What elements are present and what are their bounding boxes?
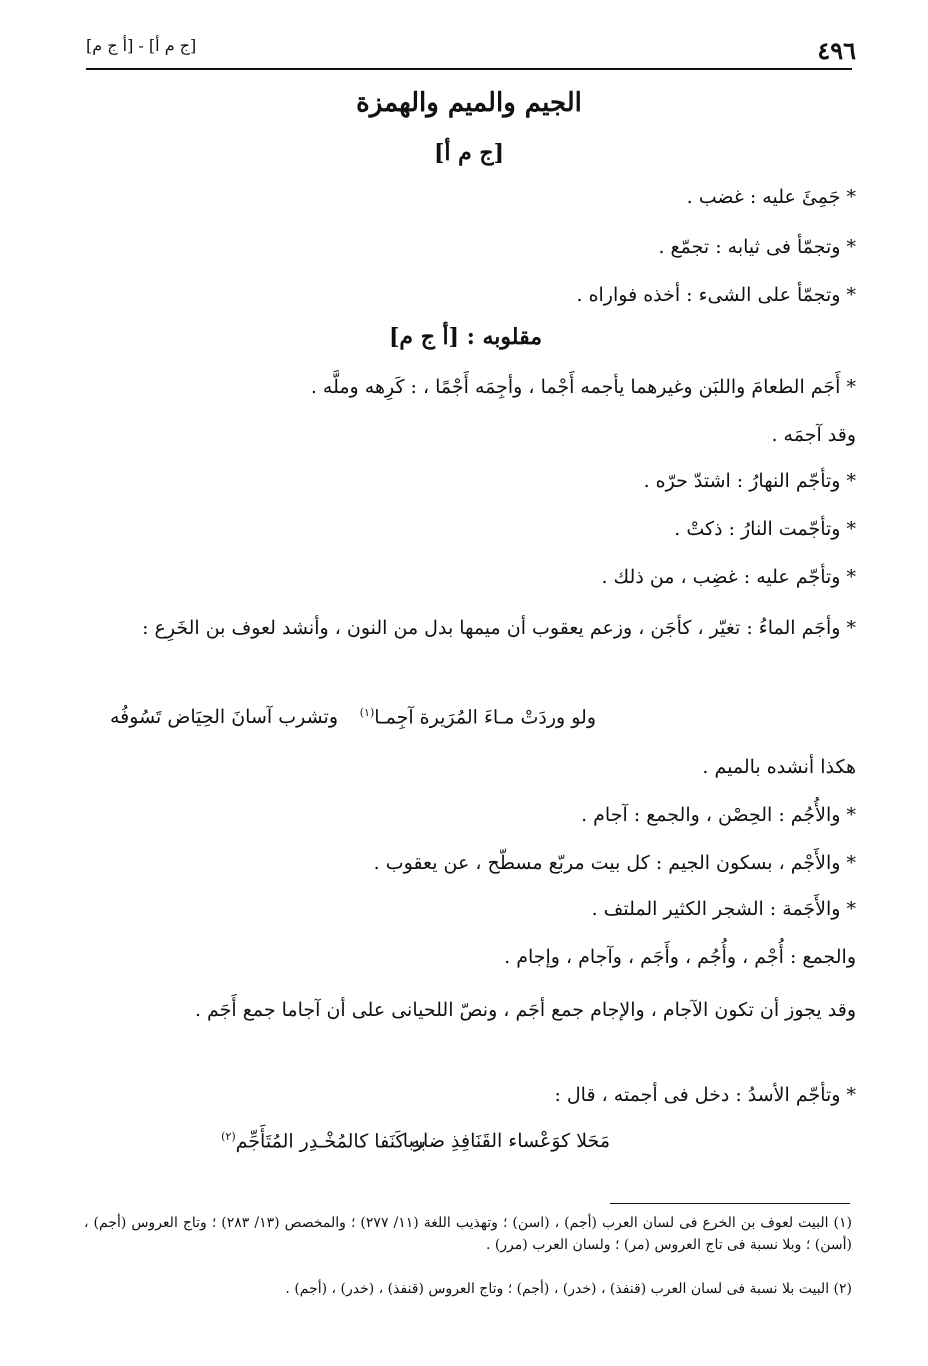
page-number: ٤٩٦ (817, 36, 856, 65)
section-heading: مقلوبه : [أ ج م] (389, 324, 542, 350)
verse-hemistich-left: وتشرب آسانَ الحِيَاض تَسُوفُه (110, 706, 338, 728)
entry-line: * وتأجّم عليه : غضِب ، من ذلك . (601, 566, 856, 588)
footnote-ref: (٢) (221, 1130, 236, 1143)
entry-line: وقد آجمَه . (771, 424, 856, 446)
entry-line: * وتجمّأ فى ثيابه : تجمّع . (658, 236, 856, 258)
entry-line: * وتأجّم النهارُ : اشتدّ حرّه . (643, 470, 856, 492)
footnote-ref: (١) (359, 706, 375, 719)
entry-line: * أَجَم الطعامَ واللبَن وغيرهما يأجمه أَجْما ، وأجِمَه أَجْمًا ، : كَرِهه وملَّه . (310, 376, 856, 398)
footnote-1: (١) البيت لعوف بن الخرع فى لسان العرب (أجم) ، (اسن) ؛ وتهذيب اللغة (١١/ ٢٧٧) ؛ والمخصص (١٣/ ٢٨٣) ؛ وتاج العروس (أجم) ، (أسن) ؛ وبلا نسبة فى تاج العروس (مر) ؛ ولسان العرب (مرر) . (84, 1215, 852, 1253)
root-heading: [ج م أ] (433, 140, 505, 166)
entry-line: * والأَجْم ، بسكون الجيم : كل بيت مربّع مسطّح ، عن يعقوب . (373, 852, 856, 874)
chapter-title: الجيم والميم والهمزة (356, 88, 582, 118)
verse-hemistich-left: به كَنَفا كالمُخْـدِر المُتَأَجِّم$^{(٢)}$ (221, 1130, 426, 1153)
verse-hemistich-right: مَحَلا كوَعْساء القَنَافِذِ ضاربا (402, 1130, 610, 1152)
entry-paragraph: وقد يجوز أن تكون الآجام ، والإجام جمع أجَم ، ونصّ اللحيانى على أن آجاما جمع أَجَم . (194, 999, 856, 1021)
footnote-divider (610, 1203, 850, 1204)
header-divider (86, 68, 852, 70)
entry-line: * والأُجُم : الحِصْن ، والجمع : آجام . (581, 804, 856, 826)
entry-line: * وتجمّأ على الشىء : أخذه فواراه . (576, 284, 856, 306)
entry-line: * وتأجّم الأسدُ : دخل فى أجمته ، قال : (554, 1084, 856, 1106)
entry-line: والجمع : أُجْم ، وأُجُم ، وأَجَم ، وآجام ، وإجام . (504, 946, 856, 968)
entry-line: هكذا أنشده بالميم . (702, 756, 856, 778)
entry-line: * وتأجّمت النارُ : ذكتْ . (674, 518, 856, 540)
footnote-2: (٢) البيت بلا نسبة فى لسان العرب (قنفذ) ، (خدر) ، (أجم) ؛ وتاج العروس (قنفذ) ، (خدر) ، (أجم) . (285, 1281, 852, 1297)
running-head: [ج م أ] - [أ ج م] (86, 36, 197, 55)
verse-hemistich-right: ولو وردَتْ مـاءَ المُرَيرة آجِمـا$^{(١)}$ (359, 706, 596, 729)
entry-line: * والأَجَمة : الشجر الكثير الملتف . (591, 898, 856, 920)
entry-line: * جَمِئَ عليه : غضب . (686, 186, 856, 208)
entry-paragraph: * وأجَم الماءُ : تغيّر ، كأجَن ، وزعم يعقوب أن ميمها بدل من النون ، وأنشد لعوف بن الخَرِع : (142, 617, 856, 639)
